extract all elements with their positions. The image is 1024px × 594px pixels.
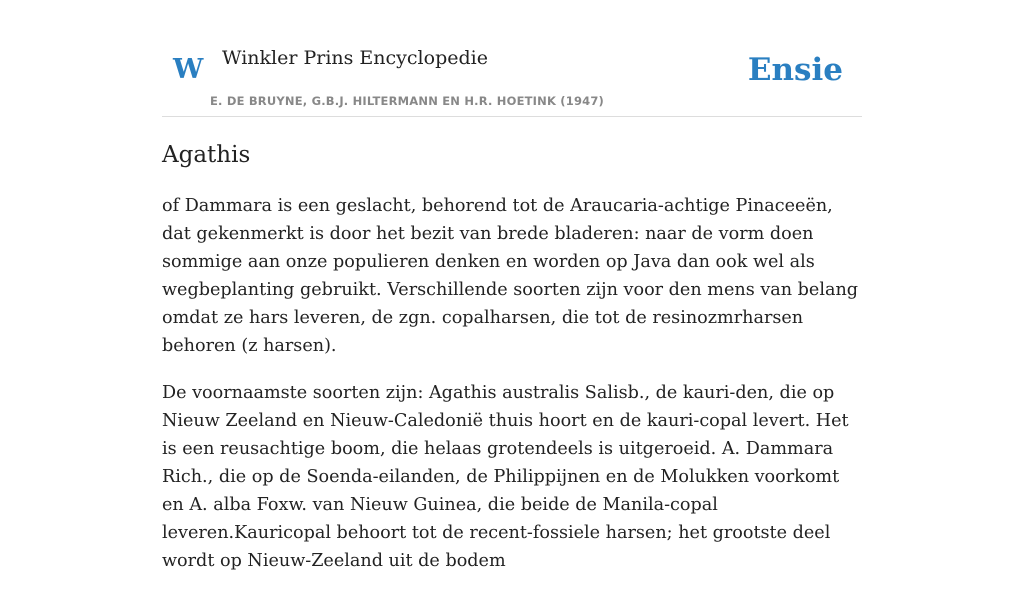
article-page bbox=[162, 0, 862, 571]
book-title-link[interactable]: Winkler Prins Encyclopedie bbox=[222, 47, 488, 69]
book-logo[interactable]: W bbox=[173, 54, 204, 85]
article-paragraph: De voornaamste soorten zijn: Agathis australis Salisb., de kauri-den, die op Nieuw Zeeland en Nieuw-Caledonië thuis hoort en de kauri-copal levert. Het is een reusachtige boom, die helaas grotendeels is uitgeroeid. A. Dammara Rich., die op de Soenda-eilanden, de Philippijnen en de Molukken voorkomt en A. alba Foxw. van Nieuw Guinea, die beide de Manila-copal leveren.Kauricopal behoort tot de recent-fossiele harsen; het grootste deel wordt op Nieuw-Zeeland uit de bodem bbox=[162, 383, 849, 571]
article-paragraph: of Dammara is een geslacht, behorend tot de Araucaria-achtige Pinaceeën, dat gekenmerkt is door het bezit van brede bladeren: naar de vorm doen sommige aan onze populieren denken en worden op Java dan ook wel als wegbeplanting gebruikt. Verschillende soorten zijn voor den mens van belang omdat ze hars leveren, de zgn. copalharsen, die tot de resinozmrharsen behoren (z harsen). bbox=[162, 196, 859, 356]
ensie-logo[interactable]: Ensie bbox=[747, 52, 843, 88]
article-title: Agathis bbox=[162, 142, 251, 168]
book-authors: E. DE BRUYNE, G.B.J. HILTERMANN EN H.R. HOETINK (1947) bbox=[210, 94, 605, 108]
article-body bbox=[162, 192, 862, 594]
book-header bbox=[162, 0, 862, 117]
